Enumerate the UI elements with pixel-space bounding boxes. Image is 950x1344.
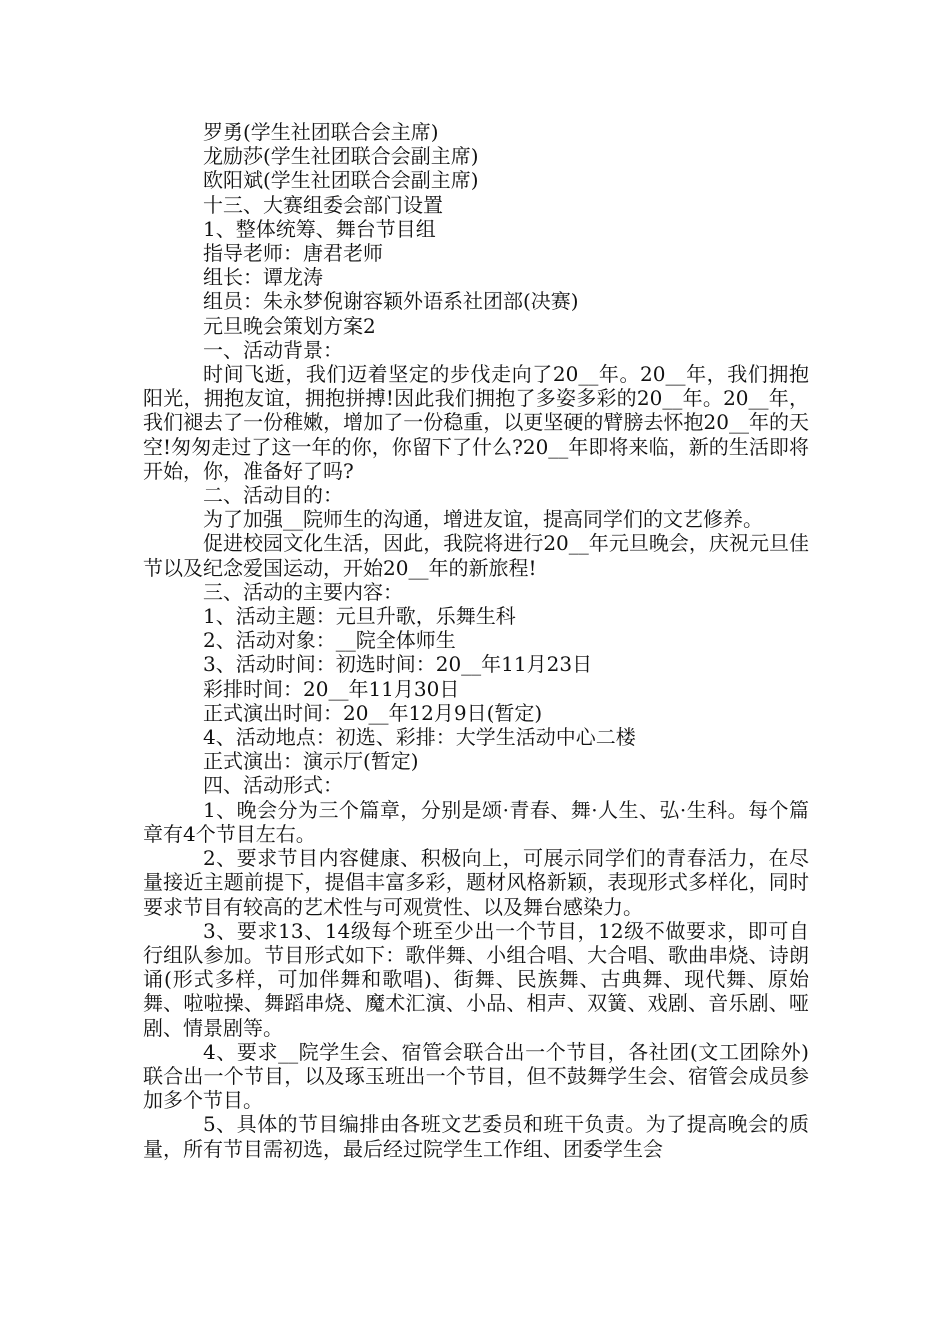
section-heading: 十三、大赛组委会部门设置 [203, 192, 443, 217]
section-heading: 一、活动背景： [203, 337, 343, 362]
purpose-line: 为了加强__院师生的沟通，增进友谊，提高同学们的文艺修养。 [203, 507, 763, 532]
text-line: 正式演出：演示厅(暂定) [203, 749, 419, 774]
form-paragraph: 3、要求13、14级每个班至少出一个节目，12级不做要求，即可自行组队参加。节目形式如下：歌伴舞、小组合唱、大合唱、歌曲串烧、诗朗诵(形式多样，可加伴舞和歌唱)、街舞、民族舞、古典舞、现代舞、原始舞、啦啦操、舞蹈串烧、魔术汇演、小品、相声、双簧、戏剧、音乐剧、哑剧、情景剧等。 [143, 918, 809, 1040]
text-line: 罗勇(学生社团联合会主席) [203, 120, 439, 144]
document-body [143, 120, 809, 1161]
form-paragraph: 5、具体的节目编排由各班文艺委员和班干负责。为了提高晚会的质量，所有节目需初选，最后经过院学生工作组、团委学生会 [143, 1112, 809, 1161]
text-line: 组长：谭龙涛 [203, 265, 323, 290]
text-line: 欧阳斌(学生社团联合会副主席) [203, 168, 479, 193]
form-paragraph: 4、要求__院学生会、宿管会联合出一个节目，各社团(文工团除外)联合出一个节目，以及琢玉班出一个节目，但不鼓舞学生会、宿管会成员参加多个节目。 [143, 1039, 809, 1113]
section-heading: 四、活动形式： [203, 773, 343, 798]
text-line: 指导老师：唐君老师 [203, 241, 383, 266]
text-line: 组员：朱永梦倪谢容颖外语系社团部(决赛) [203, 289, 579, 314]
section-heading: 二、活动目的： [203, 483, 343, 508]
text-line: 彩排时间：20__年11月30日 [203, 676, 460, 701]
text-line: 4、活动地点：初选、彩排：大学生活动中心二楼 [203, 725, 636, 750]
text-line: 正式演出时间：20__年12月9日(暂定) [203, 700, 543, 725]
form-paragraph: 1、晚会分为三个篇章，分别是颂·青春、舞·人生、弘·生科。每个篇章有4个节目左右。 [143, 797, 809, 846]
document-title: 元旦晚会策划方案2 [203, 313, 376, 338]
background-paragraph: 时间飞逝，我们迈着坚定的步伐走向了20__年。20__年，我们拥抱阳光，拥抱友谊，拥抱拼搏!因此我们拥抱了多姿多彩的20__年。20__年，我们褪去了一份稚嫩，增加了一份稳重，以更坚硬的臂膀去怀抱20__年的天空!匆匆走过了这一年的你，你留下了什么?20__年即将来临，新的生活即将开始，你，准备好了吗? [143, 362, 809, 483]
text-line: 1、整体统筹、舞台节目组 [203, 216, 436, 241]
purpose-paragraph: 促进校园文化生活，因此，我院将进行20__年元旦晚会，庆祝元旦佳节以及纪念爱国运动，开始20__年的新旅程! [143, 531, 809, 580]
text-line: 龙励莎(学生社团联合会副主席) [203, 144, 479, 169]
form-paragraph: 2、要求节目内容健康、积极向上，可展示同学们的青春活力，在尽量接近主题前提下，提倡丰富多彩，题材风格新颖，表现形式多样化，同时要求节目有较高的艺术性与可观赏性、以及舞台感染力。 [143, 846, 809, 919]
text-line: 1、活动主题：元旦升歌，乐舞生科 [203, 604, 516, 629]
section-heading: 三、活动的主要内容： [203, 579, 403, 604]
text-line: 3、活动时间：初选时间：20__年11月23日 [203, 652, 593, 677]
text-line: 2、活动对象：__院全体师生 [203, 628, 456, 653]
